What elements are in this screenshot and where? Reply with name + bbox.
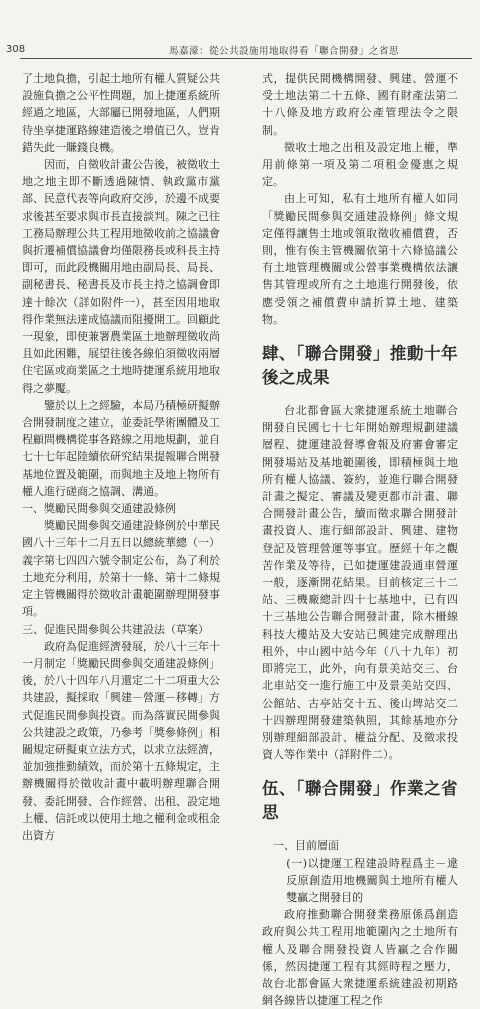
paragraph: 政府為促進經濟發展，於八十三年十一月制定「獎勵民間參與交通建設條例」後，於八十四年八月還定二十二項重大公共建設，擬採取「興建－營運－移轉」方式促進民間參與投資。而為落實民間參與公共建設之政策，乃參考「獎參條例」相關規定研擬東立法方式，以求立法經濟，並加強推動績效，而於第十五條規定，主辦機關得於徵收計畫中載明辦理聯合開發、委託開發、合作經營、出租、設定地上權、信託或以使用土地之權利金或租金出資方 (22, 639, 220, 842)
paragraph: 由上可知，私有土地所有權人如同「獎勵民間參與交通建設條例」條文規定僅得讓售土地或領取徵收補償費，否則，惟有俟主管機關依第十六條協議公有土地管理機關或公營事業機構依法讓售其管理或所有之土地進行開發後，依應受領之補償費申請折算土地、建築物。 (262, 192, 458, 326)
header-rule (20, 58, 472, 59)
paragraph: 了土地負擔，引起土地所有權人質疑公共設施負擔之公平性問題，加上捷運系統所經過之地區，大部屬已開發地區，人們期待坐享捷運路線建造後之增值已久，豈肯錯失此一賺錢良機。 (22, 72, 220, 154)
subsection-heading: 三、促進民間參與公共建設法（草案） (22, 622, 209, 636)
paragraph: 政府推動聯合開發業務原係爲創造政府與公共工程用地範圍內之土地所有權人及聯合開發投資人皆贏之合作關係，然因捷運工程有其經時程之壓力，故台北都會區大衆捷運系統建設初期路網各線皆以捷運工程之作 (262, 908, 458, 1008)
subsection-heading: 一、獎勵民間參與交通建設條例 (22, 502, 176, 516)
section-heading: 伍、「聯合開發」作業之省思 (262, 779, 458, 823)
paragraph: 獎勵民間參與交通建設條例於中華民國八十三年十二月五日以總統華總（一）義字第七四四六號令制定公布，為了利於土地充分利用，於第十一條、第十二條規定主管機關得於徵收計畫範圍辦理開發事項。 (22, 519, 220, 619)
paragraph: 台北都會區大衆捷運系統土地聯合開發自民國七十七年開始辦理規劃建議層程、捷運建設督導會報及府審會審定開發場站及基地範圍後，即積極與土地所有權人協議、簽約，並進行聯合開發計畫之擬定、審議及變更都市計畫、聯合開發計畫公告，續而徵求聯合開發計畫投資人、進行細部設計、興建、建物登記及管理營運等事宜。歷經十年之觀苦作業及等待，已如捷運建設通車營運一般，逐漸開花結果。目前核定三十二站、三機廠總計四十七基地中，已有四十三基地公告聯合開發計畫，除木柵線科技大樓站及大安站已興建完成辦理出租外，中山國中站今年（八十九年）初即將完工，此外，向有景美站交三、台北車站交一進行施工中及景美站交四、公館站、古亭站交十五、後山埤站交二十四辦理開發建築執照，其餘基地亦分別辦理細部設計、權益分配、及徵求投資人等作業中（詳附件二）。 (262, 404, 458, 762)
paragraph: 鑒於以上之經驗，本局乃積極研擬辦合開發制度之建立，並委託學術團體及工程顧問機構從事各路線之用地規劃，並自七十七年起陸續依研究結果提報聯合開發基地位置及範圍，而與地主及地上物所有權人進行磋商之協調、溝通。 (22, 398, 220, 498)
running-head: 馬嘉濠：從公共設施用地取得看「聯合開發」之省思 (168, 46, 399, 57)
paragraph: 徵收土地之出租及設定地上權，準用前條第一項及第二項租金優惠之規定。 (262, 140, 458, 189)
paragraph: 因而，自徵收計畫公告後，被徵收土地之地主即不斷透過陳情、執政黨市黨部、民意代表等向政府交涉，於邊不成要求後甚至要求與市長直接談判。陳之已往工務局辦理公共工程用地徵收前之協議會與折遷補償協議會均僅限務長或科長主持即可，而此段機關用地由副局長、局長、副秘書長、秘書長及市長主持之協調會即達十餘次（詳如附件一），甚至因用地取得作業無法達成協議而阻擾開工。回顧此一現象，即使兼署農業區土地辦理徵收尚且如此困難，展望往後各線伯須徵收兩層住宅區或商業區之土地時捷運系統用地取得之夢魘。 (22, 158, 220, 395)
right-column (262, 70, 458, 1009)
page-number: 308 (6, 44, 26, 55)
list-item: (一)以捷運工程建設時程爲主－違反原創造用地機關與土地所有權人雙贏之開發目的 (286, 856, 458, 904)
paragraph: 式，提供民間機構開發、興建、營運不受土地法第二十五條、國有財產法第二十八條及地方政府公產管理法令之限制。 (262, 72, 458, 137)
left-column (22, 70, 220, 844)
page-header (0, 0, 480, 58)
subsection-heading: 一、目前層面 (273, 839, 339, 853)
section-heading: 肆、「聯合開發」推動十年後之成果 (262, 344, 458, 388)
